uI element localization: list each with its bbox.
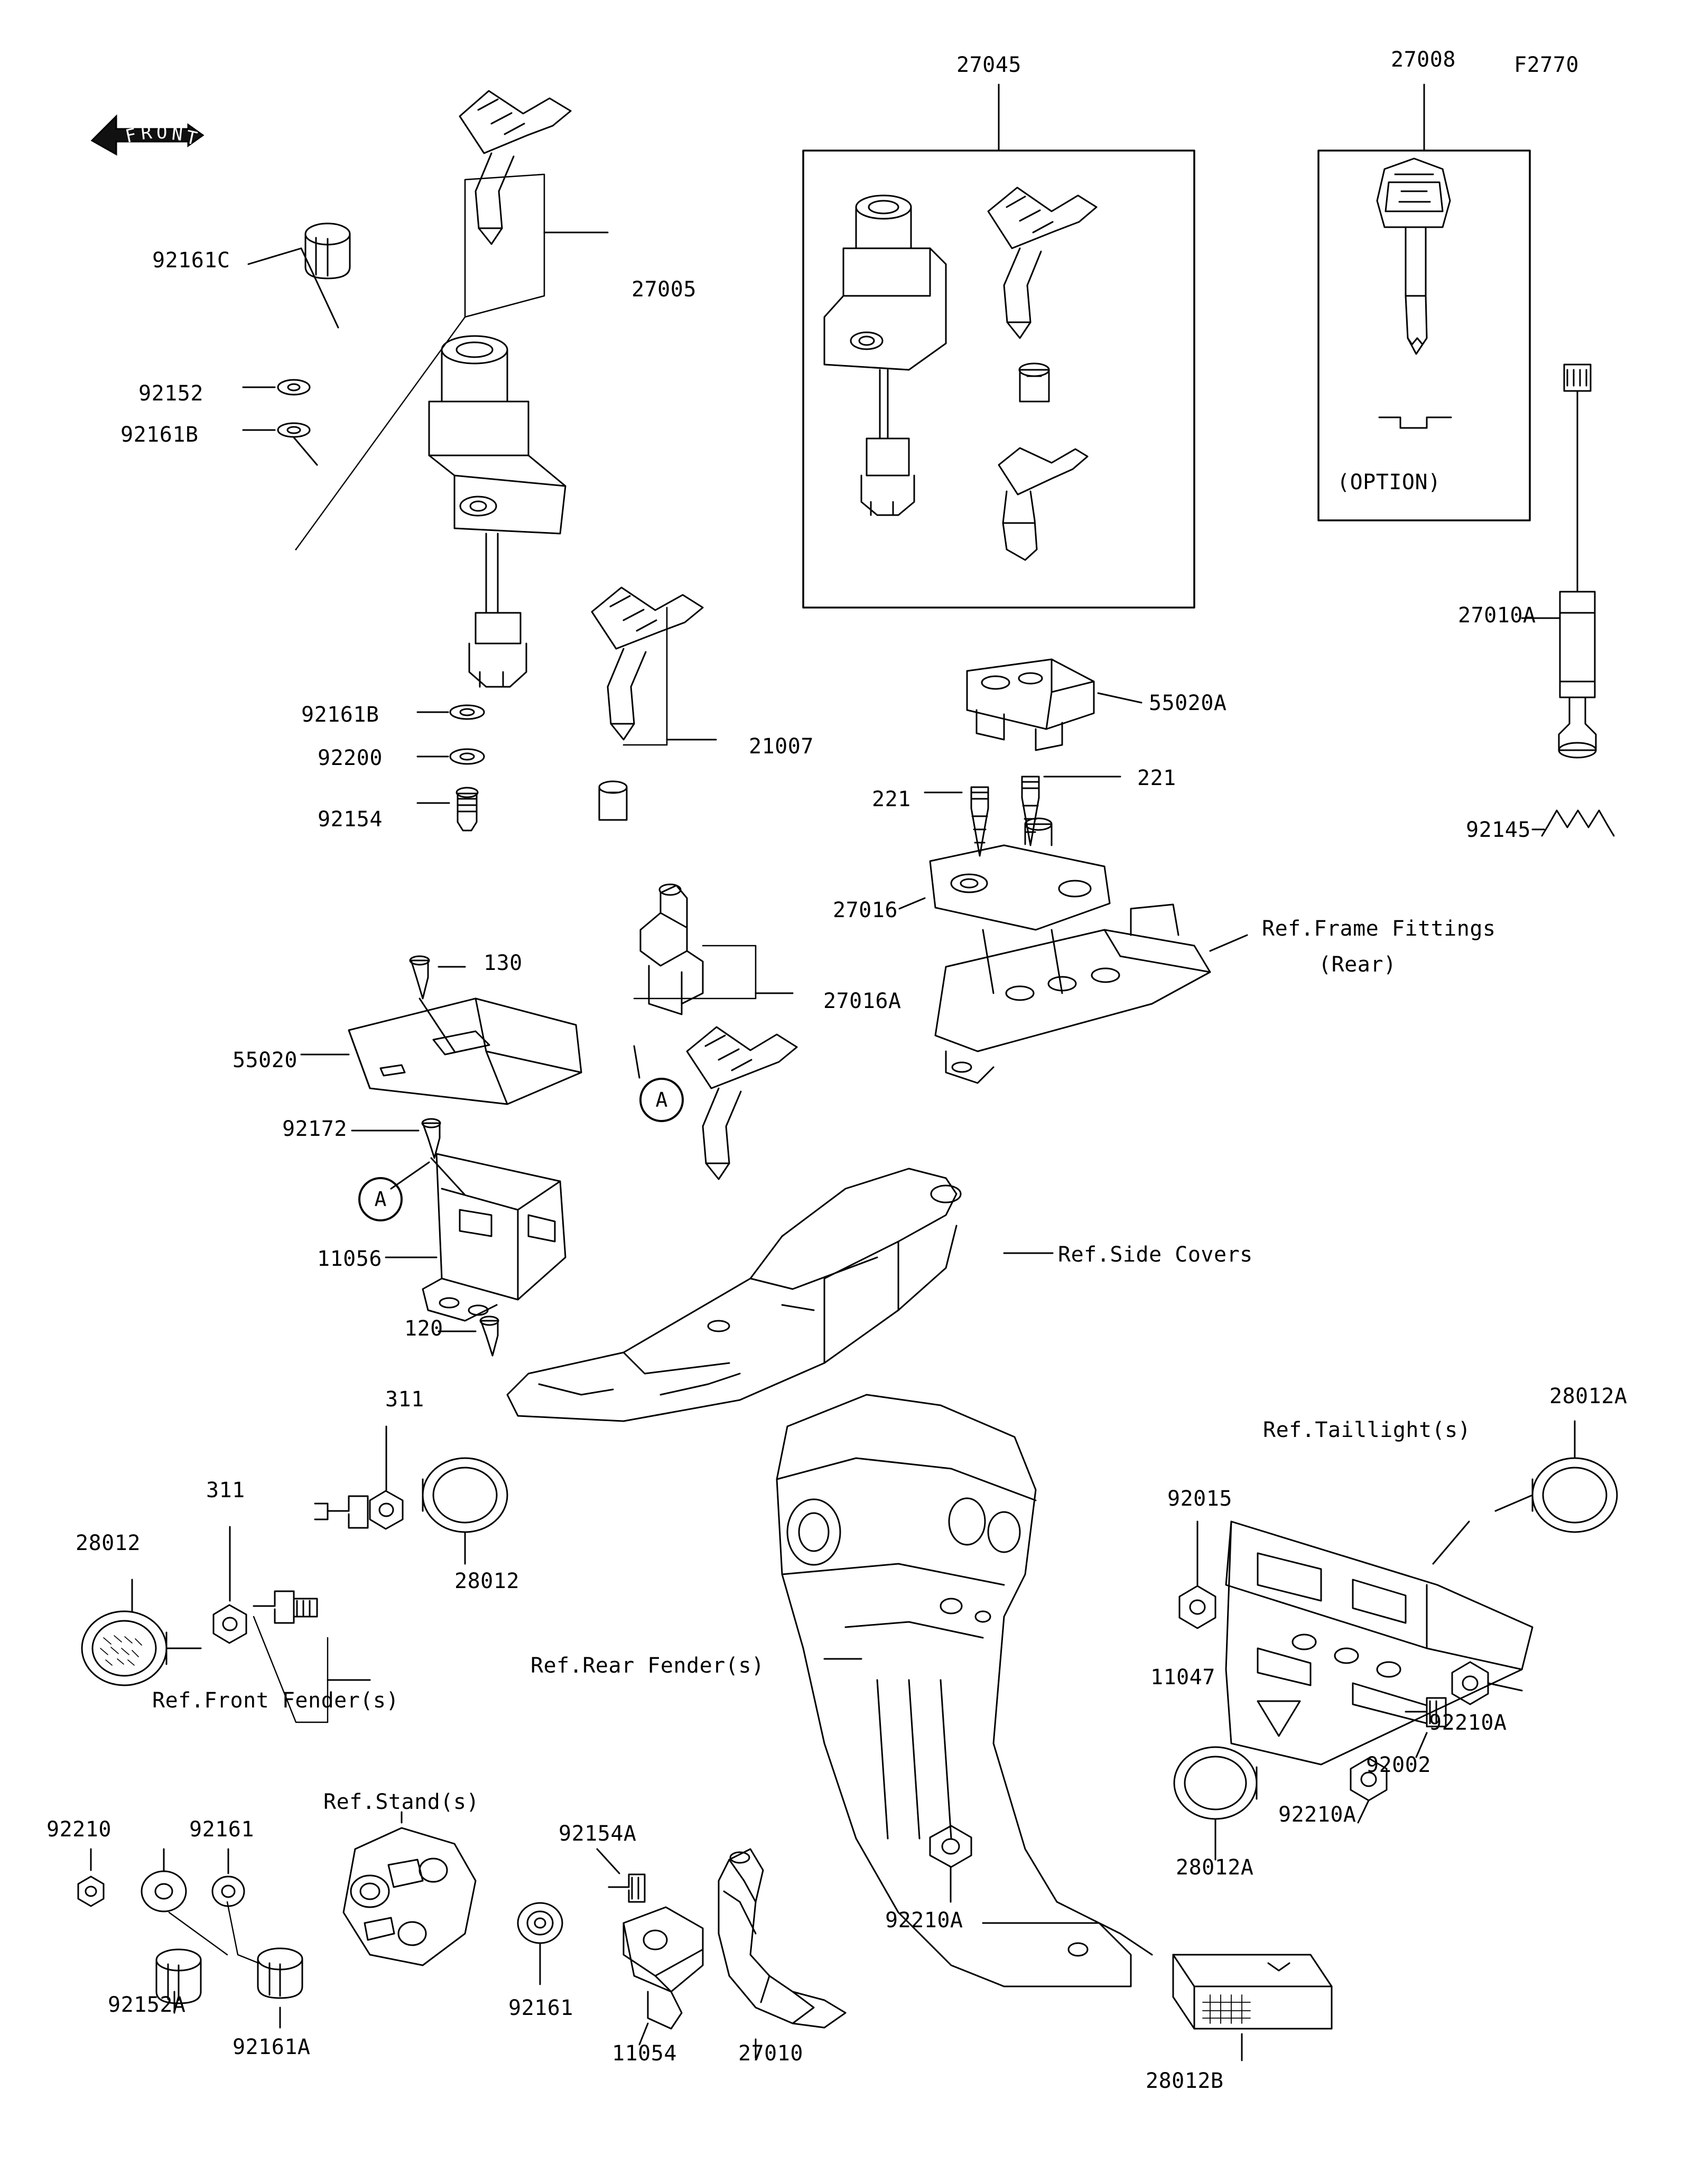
label-27008: 27008 [1391,48,1456,72]
label-ref-taillights: Ref.Taillight(s) [1263,1418,1471,1442]
svg-text:R: R [140,122,153,144]
label-27010A: 27010A [1458,603,1536,628]
label-92154A: 92154A [559,1822,637,1846]
label-92210A-upper: 92210A [1429,1711,1507,1735]
label-11054: 11054 [612,2041,677,2066]
label-92152A: 92152A [108,1993,186,2017]
label-130: 130 [484,951,523,975]
label-55020: 55020 [233,1048,298,1072]
label-92154: 92154 [318,807,383,832]
label-92152: 92152 [138,381,203,406]
label-11047: 11047 [1150,1665,1215,1690]
label-55020A: 55020A [1149,691,1227,715]
svg-text:F: F [123,124,138,147]
label-92200: 92200 [318,746,383,770]
label-221-left: 221 [872,787,911,811]
callout-letter-a-top: A [639,1078,684,1122]
label-92161A: 92161A [233,2035,311,2059]
label-27010: 27010 [738,2041,803,2066]
callout-letter-a-bottom: A [358,1177,403,1221]
label-option-note: (OPTION) [1337,470,1441,494]
label-ref-frame-fittings: Ref.Frame Fittings [1262,917,1496,941]
svg-text:T: T [184,126,199,150]
label-92161-bottom: 92161 [508,1996,573,2020]
svg-text:O: O [156,122,168,143]
label-27016A: 27016A [823,989,902,1013]
label-92210: 92210 [47,1817,112,1842]
label-27016: 27016 [833,898,898,922]
label-311-top: 311 [385,1387,424,1412]
label-28012-right: 28012 [454,1569,519,1593]
label-92161-top: 92161 [189,1817,254,1842]
label-28012A-bottom: 28012A [1176,1855,1254,1880]
label-92210A-lower: 92210A [1278,1803,1356,1827]
label-28012-left: 28012 [76,1531,141,1555]
label-ref-front-fenders: Ref.Front Fender(s) [152,1688,399,1713]
label-120: 120 [404,1317,443,1341]
label-92145: 92145 [1466,818,1531,842]
label-92161C: 92161C [152,248,230,273]
label-92161B-lower: 92161B [301,703,379,727]
label-92172: 92172 [282,1117,347,1141]
label-92210A-center: 92210A [885,1908,963,1933]
label-221-right: 221 [1137,766,1176,790]
label-27045: 27045 [956,53,1021,77]
label-sheet-code: F2770 [1514,53,1579,77]
label-21007: 21007 [749,734,814,759]
label-ref-frame-fittings-rear: (Rear) [1318,953,1397,977]
label-92002: 92002 [1366,1753,1431,1777]
label-11056: 11056 [317,1247,382,1271]
label-92015: 92015 [1167,1487,1232,1511]
label-ref-side-covers: Ref.Side Covers [1058,1243,1253,1267]
label-311-bottom: 311 [206,1478,245,1502]
label-ref-stands: Ref.Stand(s) [323,1790,479,1814]
label-ref-rear-fenders: Ref.Rear Fender(s) [531,1654,765,1678]
label-28012B: 28012B [1146,2069,1224,2093]
label-92161B-upper: 92161B [120,423,199,447]
label-27005: 27005 [631,277,696,302]
label-28012A-top: 28012A [1549,1384,1628,1408]
svg-text:N: N [171,123,184,146]
